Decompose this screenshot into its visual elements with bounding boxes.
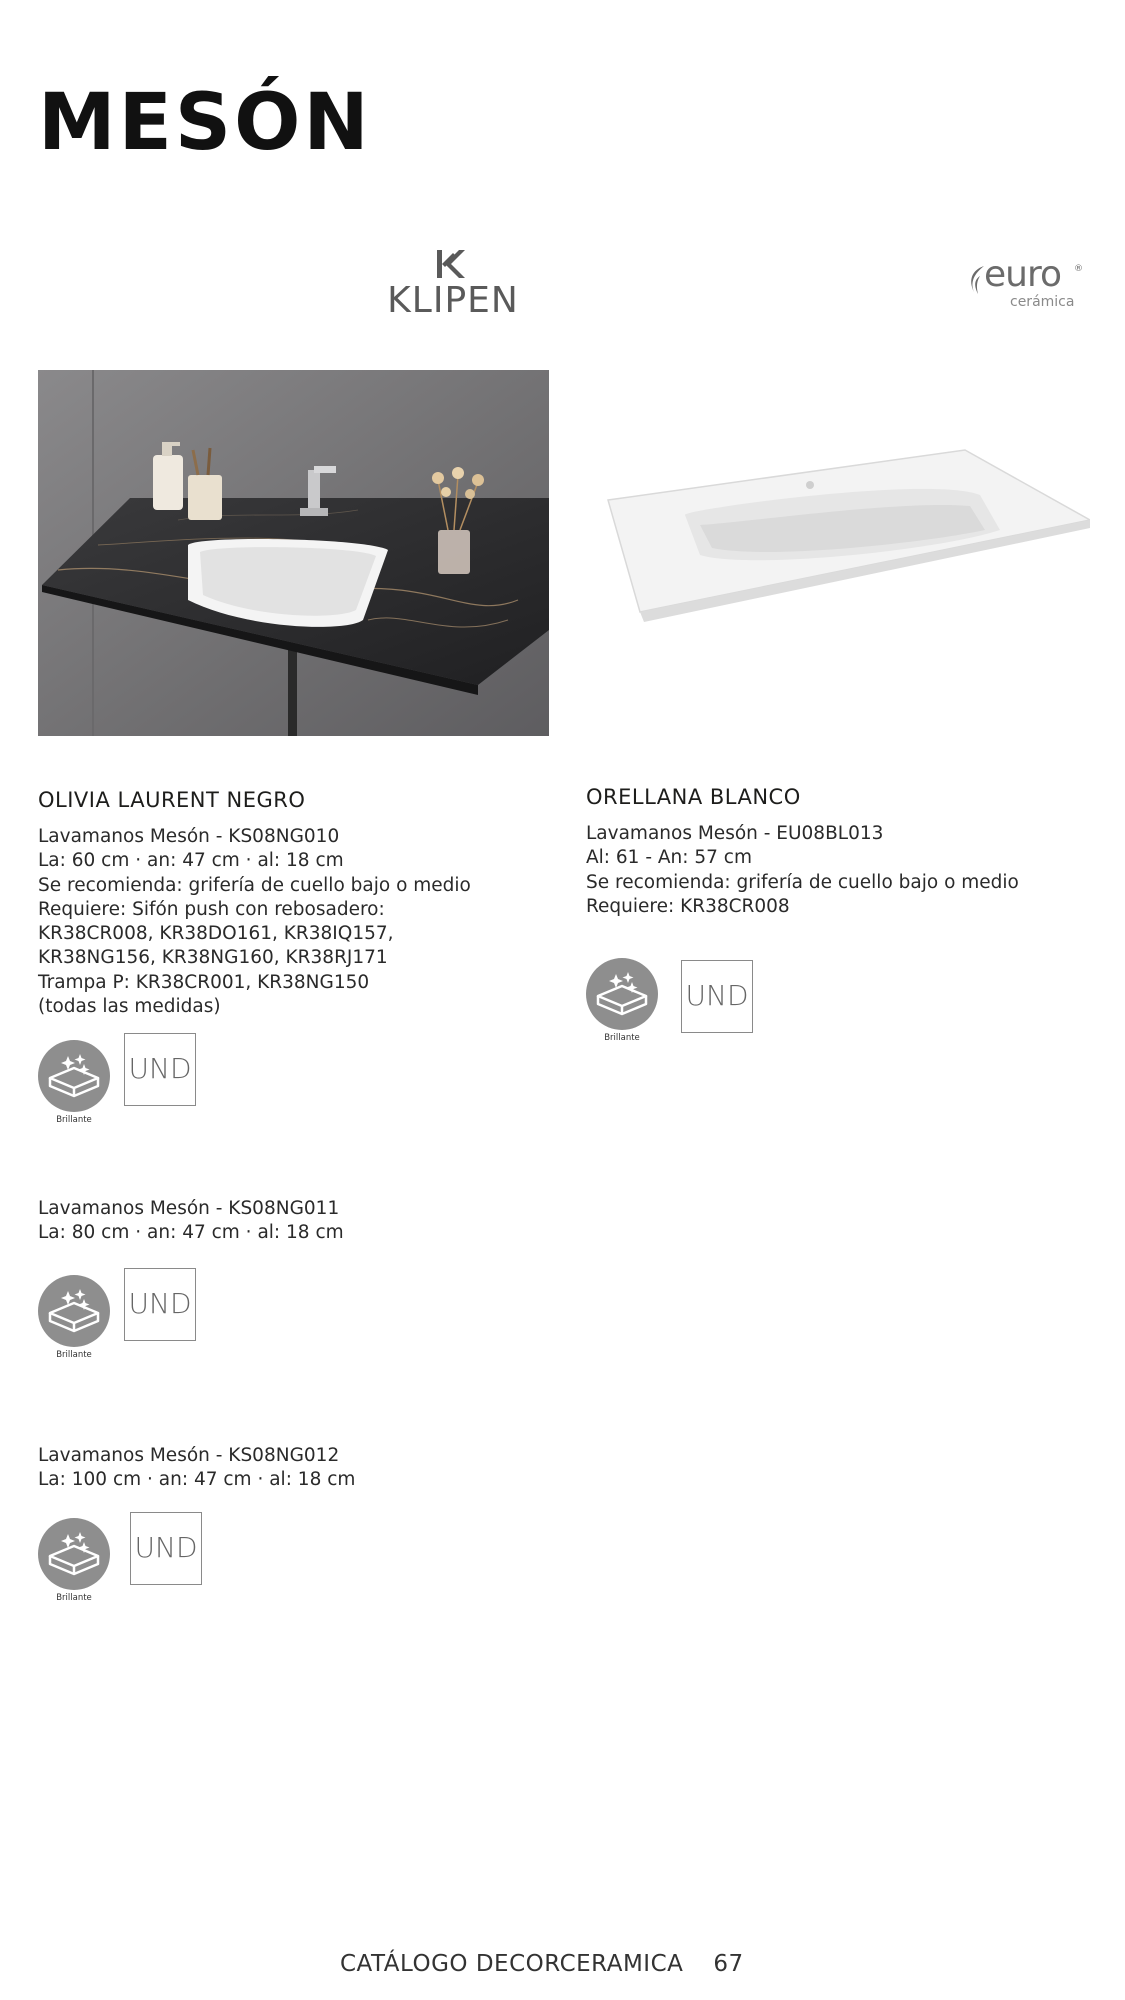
euro-registered-mark: ® xyxy=(1074,264,1083,274)
detail-line: KR38CR008, KR38DO161, KR38IQ157, xyxy=(38,923,394,945)
product-details-olivia-laurent xyxy=(38,825,471,1019)
klipen-mark-icon xyxy=(433,248,469,280)
detail-line: Lavamanos Mesón - EU08BL013 xyxy=(586,823,884,844)
detail-line: Trampa P: KR38CR001, KR38NG150 xyxy=(38,971,370,993)
detail-line: La: 60 cm · an: 47 cm · al: 18 cm xyxy=(38,850,344,872)
detail-line: Requiere: Sifón push con rebosadero: xyxy=(38,898,385,920)
olivia-laurent-product-photo xyxy=(38,370,549,736)
euro-subtitle: cerámica xyxy=(1010,294,1075,310)
finish-label: Brillante xyxy=(56,1350,92,1360)
page-footer xyxy=(340,1951,744,1977)
detail-line: Lavamanos Mesón - KS08NG012 xyxy=(38,1445,340,1466)
finish-label: Brillante xyxy=(56,1593,92,1603)
finish-badge xyxy=(38,1040,112,1132)
orellana-blanco-product-photo xyxy=(600,430,1090,640)
finish-badge xyxy=(586,958,660,1050)
detail-line: (todas las medidas) xyxy=(38,996,221,1018)
unit-badge: UND xyxy=(130,1512,202,1585)
brillante-icon xyxy=(38,1275,110,1347)
page-number: 67 xyxy=(713,1951,744,1977)
unit-badge: UND xyxy=(124,1268,196,1341)
detail-line: Al: 61 - An: 57 cm xyxy=(586,847,752,869)
brillante-icon xyxy=(38,1518,110,1590)
unit-badge: UND xyxy=(681,960,753,1033)
product-details-orellana-blanco xyxy=(586,822,1019,919)
detail-line: Se recomienda: grifería de cuello bajo o medio xyxy=(586,871,1019,893)
detail-line: Se recomienda: grifería de cuello bajo o medio xyxy=(38,874,471,896)
klipen-wordmark: KLIPEN xyxy=(387,280,519,321)
variant-details-ks08ng012 xyxy=(38,1444,355,1493)
detail-line: KR38NG156, KR38NG160, KR38RJ171 xyxy=(38,947,388,969)
euro-wordmark: euro xyxy=(984,254,1061,295)
detail-line: Lavamanos Mesón - KS08NG010 xyxy=(38,826,340,847)
finish-badge xyxy=(38,1275,112,1367)
finish-label: Brillante xyxy=(56,1115,92,1125)
variant-details-ks08ng011 xyxy=(38,1197,344,1246)
finish-badge xyxy=(38,1518,112,1610)
product-name-orellana-blanco: ORELLANA BLANCO xyxy=(586,785,801,809)
detail-line: Lavamanos Mesón - KS08NG011 xyxy=(38,1198,340,1219)
footer-catalog-name: CATÁLOGO DECORCERAMICA xyxy=(340,1951,684,1977)
detail-line: Requiere: KR38CR008 xyxy=(586,895,790,917)
detail-line: La: 80 cm · an: 47 cm · al: 18 cm xyxy=(38,1222,344,1244)
euro-ceramica-logo xyxy=(966,254,1086,310)
klipen-logo xyxy=(368,248,538,322)
brillante-icon xyxy=(586,958,658,1030)
unit-badge: UND xyxy=(124,1033,196,1106)
brillante-icon xyxy=(38,1040,110,1112)
finish-label: Brillante xyxy=(604,1033,640,1043)
detail-line: La: 100 cm · an: 47 cm · al: 18 cm xyxy=(38,1469,356,1491)
page-title: MESÓN xyxy=(38,78,372,168)
product-name-olivia-laurent: OLIVIA LAURENT NEGRO xyxy=(38,788,306,812)
